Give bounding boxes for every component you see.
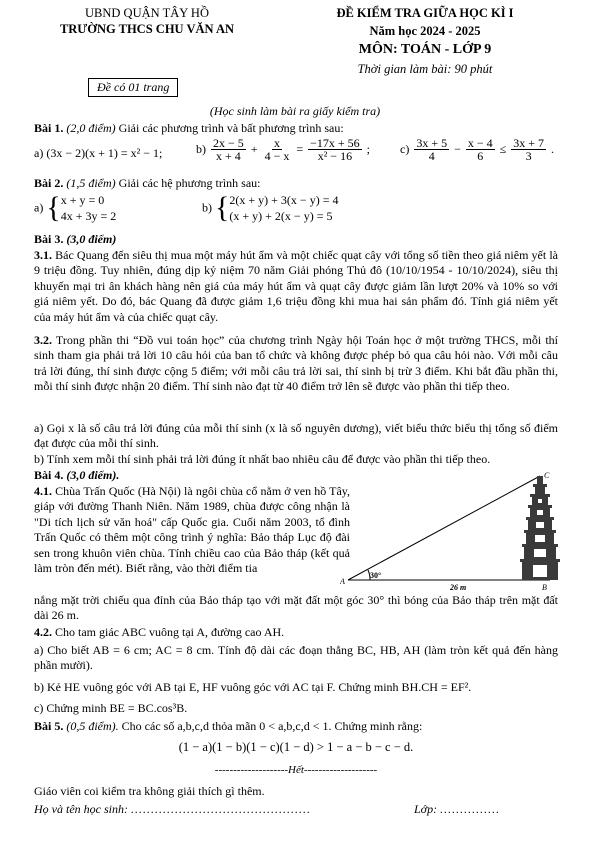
bai1-heading [34, 121, 558, 136]
bai4-1-cont: nắng mặt trời chiếu qua đỉnh của Bảo tháp tạo với mặt đất một góc 30° thì bóng của Bảo tháp trên mặt đất dài 26 m. [34, 593, 558, 623]
bai4-points: (3,0 điểm). [66, 468, 120, 482]
op: ≤ [499, 142, 507, 156]
sun-ray [348, 476, 540, 580]
school-name: TRƯỜNG THCS CHU VĂN AN [59, 22, 235, 36]
bai3-2a: a) Gọi x là số câu trả lời đúng của mỗi thí sinh (x là số nguyên dương), viết biểu thức biểu thị tổng số điểm đạt được của mỗi thí sinh. [34, 421, 558, 451]
bai5-heading [34, 719, 558, 734]
bai5-label: Bài 5. [34, 719, 64, 733]
bai4-1-text: Chùa Trấn Quốc (Hà Nội) là ngôi chùa cổ nằm ở ven hồ Tây, giáp với đường Thanh Niên. Năm 1989, chùa được công nhận là "Di tích lịch sử văn hoá" cấp Quốc gia. Cuối năm 2003, tổ đình Trấn Quốc có thêm một công trình ý nghĩa: Bảo tháp Lục độ đài sen trong khuôn viên chùa. Tính chiều cao của Bảo tháp (kết quả làm tròn đến mét). Biết rằng, vào thời điểm tia [34, 484, 350, 576]
frac-num: −17x + 56 [310, 136, 360, 150]
district-name: UBND QUẬN TÂY HỒ [85, 6, 209, 20]
bai1-a-label: a) [34, 146, 44, 160]
end-marker: --------------------Hết-------------------- [214, 764, 378, 776]
bai2-heading [34, 176, 558, 191]
eq: 4x + 3y = 2 [60, 209, 117, 223]
bai2-b [202, 192, 338, 224]
bai3-2b: b) Tính xem mỗi thí sinh phải trả lời đúng ít nhất bao nhiêu câu để được vào phần thi tiếp theo. [34, 452, 491, 466]
bai2-text: Giải các hệ phương trình sau: [115, 176, 261, 190]
page-count-box: Đề có 01 trang [88, 78, 178, 97]
eq: 2(x + y) + 3(x − y) = 4 [229, 193, 339, 207]
class-field: ............... [440, 802, 501, 816]
point-a-label: A [340, 577, 345, 586]
frac-den: 4 − x [264, 149, 290, 163]
op: = [296, 142, 304, 156]
point-b-label: B [542, 583, 547, 590]
class-label: Lớp: [414, 802, 438, 816]
system [229, 192, 338, 224]
bai1-b-frac3 [308, 137, 362, 162]
bai1-c-frac1 [414, 137, 449, 162]
bai5-eq: (1 − a)(1 − b)(1 − c)(1 − d) > 1 − a − b − c − d. [178, 740, 414, 754]
time-limit: Thời gian làm bài: 90 phút [357, 62, 493, 76]
bai3-2-text: Trong phần thi “Đồ vui toán học” của chương trình Ngày hội Toán học ở một trường THCS, mỗi thí sinh tham gia phải trả lời 10 câu hỏi của ban tổ chức và không được phép bỏ qua câu hỏi nào. Với mỗi câu trả lời đúng, thí sinh được cộng 5 điểm; với mỗi câu trả lời sai, thí sinh bị trừ 3 điểm. Khi bắt đầu phần thi, mỗi thí sinh được nhận 20 điểm. Thí sinh nào đạt từ 40 điểm trở lên sẽ được vào phần thi tiếp theo. [34, 333, 558, 394]
student-name-line [34, 802, 311, 817]
class-line [414, 802, 500, 817]
bai3-heading [34, 232, 558, 247]
bai4-2a: a) Cho biết AB = 6 cm; AC = 8 cm. Tính độ dài các đoạn thẳng BC, HB, AH (làm tròn kết quả đến hàng phần mười). [34, 643, 558, 673]
bai3-label: Bài 3. [34, 232, 64, 246]
length-label: 26 m [450, 583, 467, 590]
bai1-c [400, 137, 554, 162]
system [61, 192, 117, 224]
student-name-label: Họ và tên học sinh: [34, 802, 128, 816]
bai3-2 [34, 333, 558, 395]
pagoda-figure [340, 470, 560, 590]
bai3-points: (3,0 điểm) [66, 232, 117, 246]
exam-title: ĐỀ KIỂM TRA GIỮA HỌC KÌ I [336, 6, 514, 20]
bai5-points: (0,5 điểm). [66, 719, 119, 733]
frac-den: 3 [525, 149, 532, 163]
bai4-2b: b) Kẻ HE vuông góc với AB tại E, HF vuông góc với AC tại F. Chứng minh BH.CH = EF². [34, 680, 472, 694]
bai2-a [34, 192, 116, 224]
bai1-label: Bài 1. [34, 121, 64, 135]
brace: { [46, 191, 61, 224]
bai1-a-eq: (3x − 2)(x + 1) = x² − 1; [46, 146, 163, 160]
frac-den: 6 [477, 149, 484, 163]
bai4-1-label: 4.1. [34, 484, 52, 498]
frac-num: x [273, 136, 280, 150]
frac-num: x − 4 [467, 136, 493, 150]
exam-note: (Học sinh làm bài ra giấy kiểm tra) [209, 104, 381, 118]
student-name-field: ............................................. [130, 802, 311, 816]
op: + [250, 142, 258, 156]
bai1-c-frac3 [511, 137, 546, 162]
bai1-text: Giải các phương trình và bất phương trình sau: [115, 121, 344, 135]
bai1-b-frac2 [263, 137, 292, 162]
frac-den: x + 4 [216, 149, 241, 163]
bai3-1 [34, 248, 558, 325]
bai4-2 [34, 625, 558, 640]
bai1-points: (2,0 điểm) [66, 121, 116, 135]
bai4-2-label: 4.2. [34, 625, 52, 639]
op: − [454, 142, 461, 156]
bai3-2-label: 3.2. [34, 333, 52, 347]
bai4-label: Bài 4. [34, 468, 64, 482]
point-c-label: C [544, 471, 550, 480]
frac-num: 3x + 5 [416, 136, 448, 150]
bai1-b [196, 137, 370, 162]
bai2-points: (1,5 điểm) [66, 176, 116, 190]
school-year: Năm học 2024 - 2025 [369, 24, 481, 38]
eq: (x + y) + 2(x − y) = 5 [229, 209, 333, 223]
frac-den: x² − 16 [317, 149, 353, 163]
bai1-a [34, 146, 162, 161]
bai1-c-frac2 [466, 137, 495, 162]
frac-num: 2x − 5 [213, 136, 244, 150]
op: ; [366, 142, 371, 156]
eq: x + y = 0 [60, 193, 105, 207]
bai1-b-label: b) [196, 142, 206, 156]
bai3-1-label: 3.1. [34, 248, 52, 262]
bai1-b-frac1 [211, 137, 246, 162]
frac-num: 3x + 7 [513, 136, 545, 150]
op: . [551, 142, 555, 156]
bai2-label: Bài 2. [34, 176, 64, 190]
bai1-c-label: c) [400, 142, 410, 156]
bai3-1-text: Bác Quang đến siêu thị mua một máy hút ẩm và một chiếc quạt cây với tổng số tiền theo giá niêm yết là 9 triệu đồng. Tuy nhiên, đúng dịp kỷ niệm 70 năm Giải phóng Thủ đô (10/10/1954 - 10/10/2024), siêu thị khuyến mại tri ân khách hàng nên giá của máy hút ẩm và quạt cây được giảm lần lượt 20% và 10% so với giá niêm yết. Do đó, bác Quang đã được giảm 1,6 triệu đồng khi mua hai sản phẩm đó. Tính giá niêm yết của máy hút ẩm và của chiếc quạt cây. [34, 248, 558, 324]
footer-note: Giáo viên coi kiểm tra không giải thích gì thêm. [34, 784, 265, 798]
subject: MÔN: TOÁN - LỚP 9 [358, 42, 492, 57]
bai4-2c: c) Chứng minh BE = BC.cos³B. [34, 701, 188, 715]
brace: { [215, 191, 230, 224]
bai5-text: Cho các số a,b,c,d thỏa mãn 0 < a,b,c,d < 1. Chứng minh rằng: [118, 719, 423, 733]
bai4-2-text: Cho tam giác ABC vuông tại A, đường cao AH. [52, 625, 285, 639]
bai2-b-label: b) [202, 200, 212, 215]
frac-den: 4 [428, 149, 435, 163]
angle-label: 30° [370, 571, 382, 580]
bai4-1 [34, 484, 350, 576]
bai2-a-label: a) [34, 200, 44, 215]
